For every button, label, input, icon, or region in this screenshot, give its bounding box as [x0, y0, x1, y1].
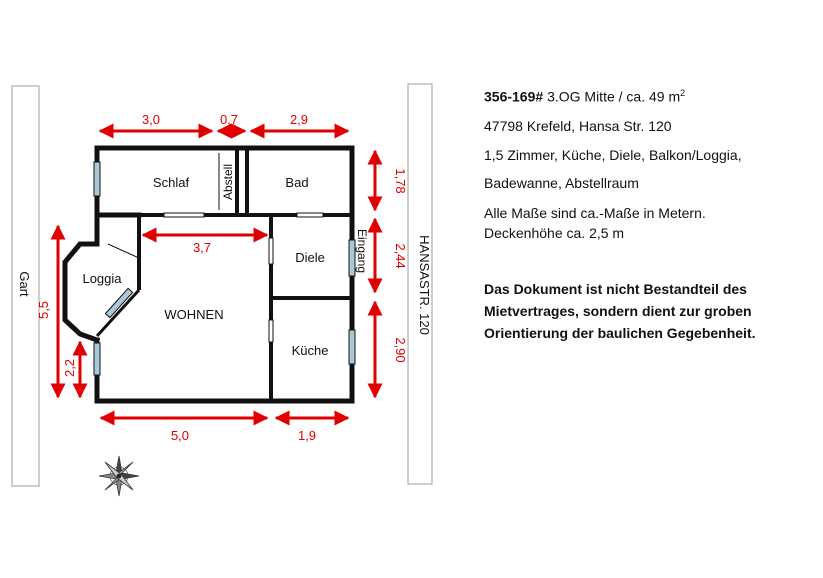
dim-bottom-wohnen: 5,0 [170, 428, 190, 443]
disclaimer-line-2: Mietvertrages, sondern dient zur groben [484, 303, 752, 319]
door-openings [164, 213, 323, 342]
dim-wohnen-width: 3,7 [192, 240, 212, 255]
dim-left-lower: 2,2 [62, 358, 77, 378]
loggia-inner-wall [97, 290, 139, 336]
measurement-note: Alle Maße sind ca.-Maße in Metern. [484, 205, 706, 221]
dim-right-diele: 2,44 [393, 243, 408, 269]
listing-address: 47798 Krefeld, Hansa Str. 120 [484, 118, 672, 134]
garden-label: Gart [17, 271, 32, 297]
room-diele: Diele [295, 250, 325, 265]
loggia-door-swing [108, 244, 139, 258]
dim-right-kueche: 2,90 [393, 337, 408, 363]
room-bad: Bad [285, 175, 309, 190]
ceiling-height: Deckenhöhe ca. 2,5 m [484, 225, 625, 241]
dim-top-schlaf: 3,0 [141, 112, 161, 127]
listing-rooms: 1,5 Zimmer, Küche, Diele, Balkon/Loggia, [484, 147, 742, 163]
dim-left-total: 5,5 [36, 300, 51, 320]
dim-top-bad: 2,9 [289, 112, 309, 127]
hansastrasse-label: HANSASTR. 120 [417, 235, 432, 335]
room-wohnen: WOHNEN [164, 307, 224, 322]
listing-code: 356-169# [484, 88, 544, 105]
listing-headline [484, 88, 685, 105]
disclaimer-line-1: Das Dokument ist nicht Bestandteil des [484, 281, 747, 297]
square-superscript: 2 [680, 88, 686, 98]
room-kueche: Küche [291, 343, 329, 358]
listing-features: Badewanne, Abstellraum [484, 175, 639, 191]
dim-bottom-kueche: 1,9 [297, 428, 317, 443]
dim-right-bad: 1,78 [393, 168, 408, 194]
compass-rose-icon [99, 456, 139, 496]
room-schlaf: Schlaf [152, 175, 190, 190]
room-abstell: Abstell [221, 163, 235, 201]
room-loggia: Loggia [82, 271, 122, 286]
listing-floor-size: 3.OG Mitte / ca. 49 m [547, 88, 681, 105]
dim-top-abstell: 0,7 [219, 112, 239, 127]
entrance-label: Eingang [355, 228, 369, 274]
disclaimer-line-3: Orientierung der baulichen Gegebenheit. [484, 325, 756, 341]
